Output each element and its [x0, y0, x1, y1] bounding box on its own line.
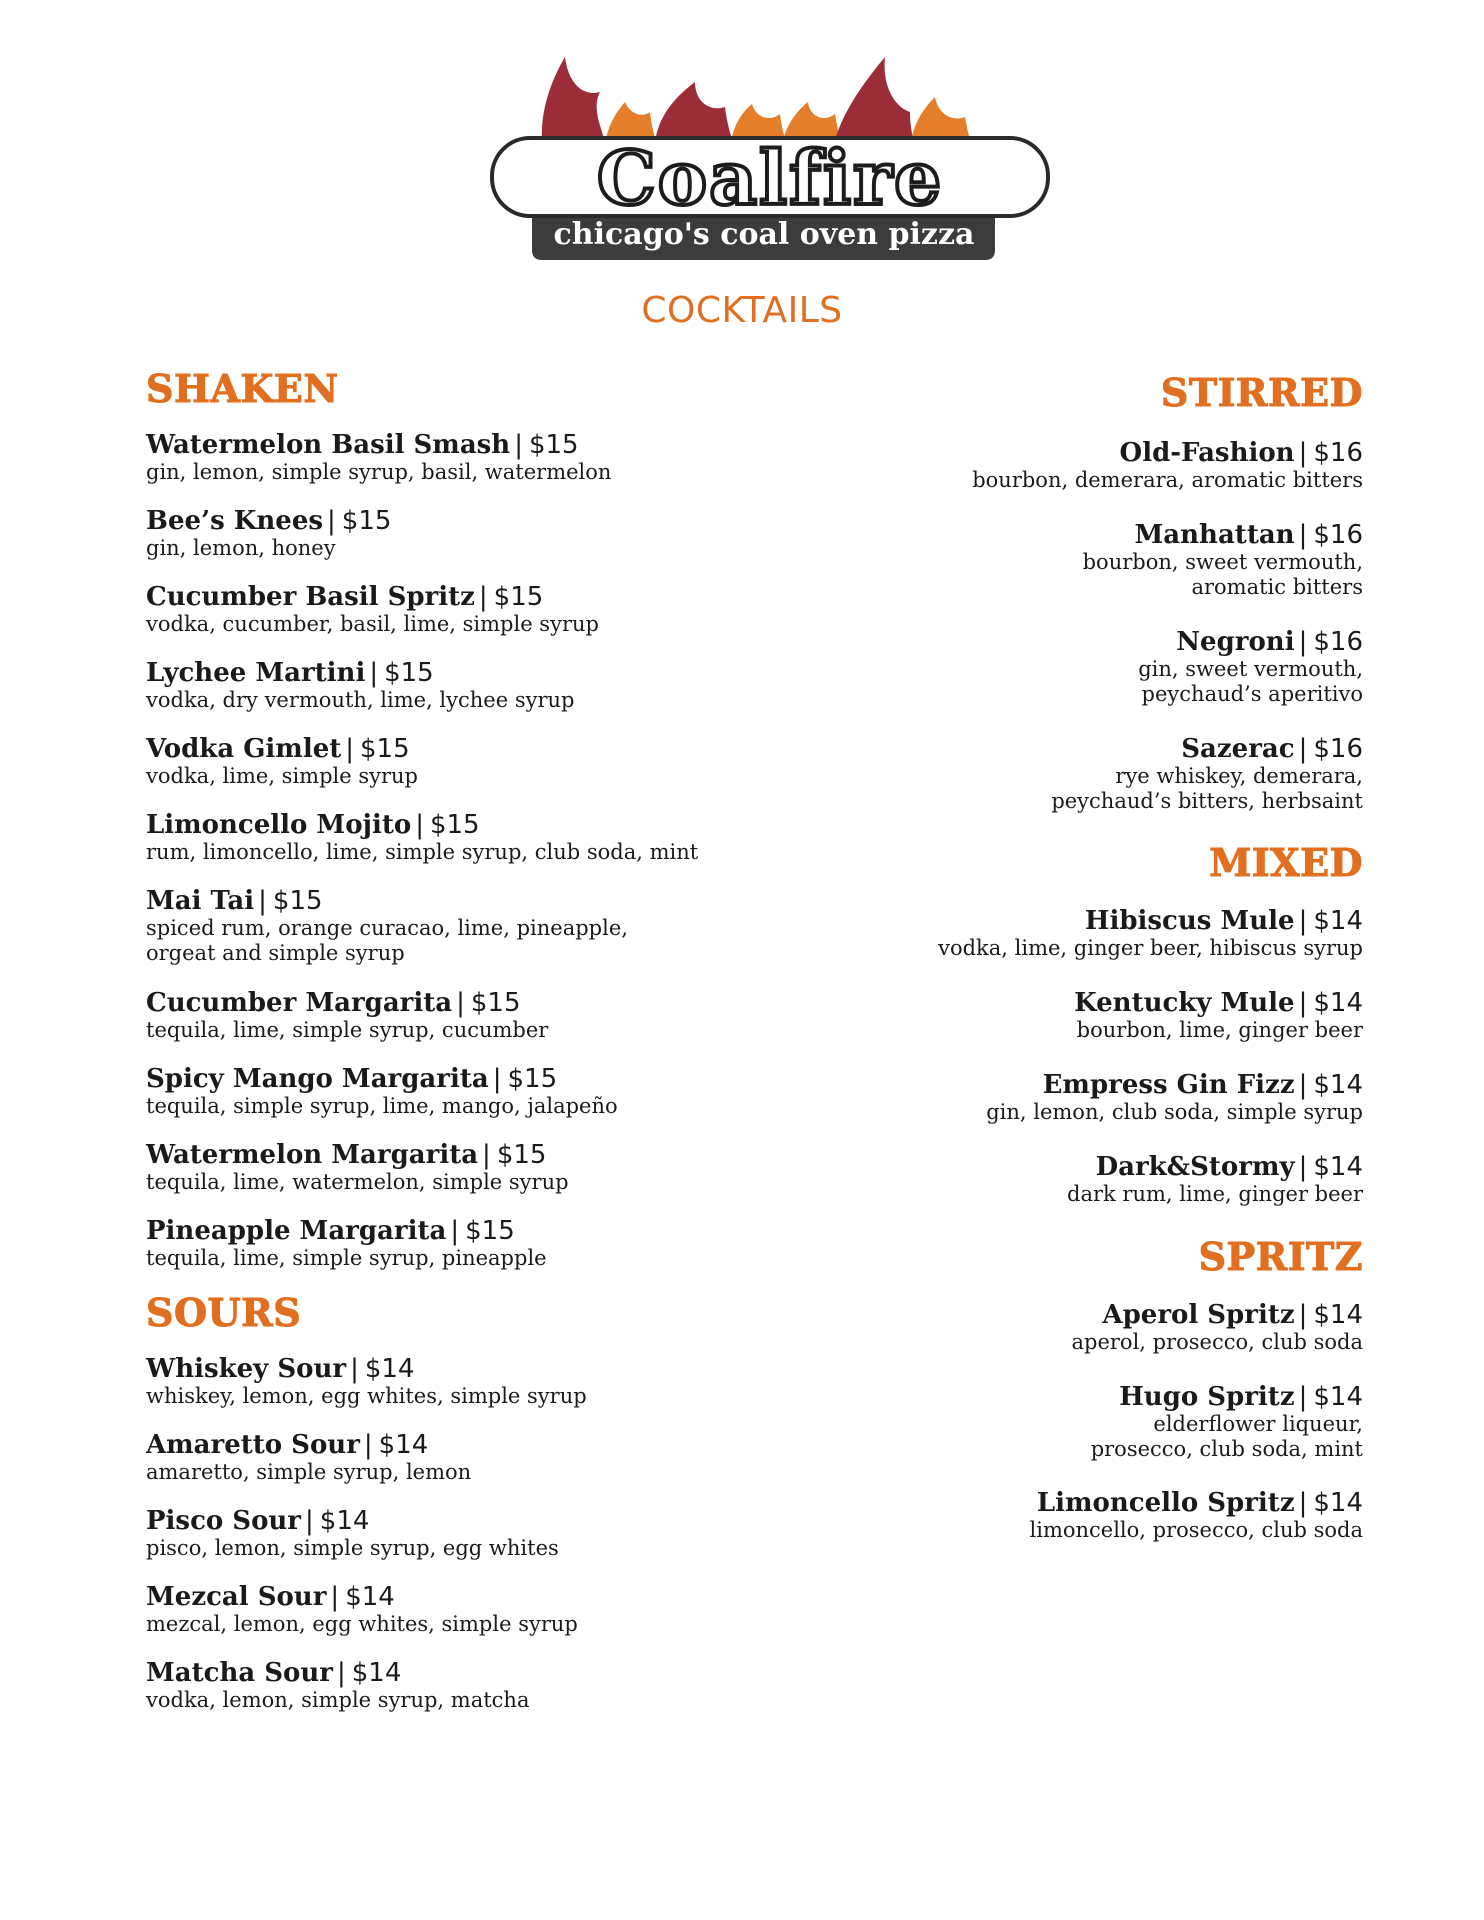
item-separator: |	[1298, 1300, 1308, 1330]
item-description: rye whiskey, demerara, peychaud’s bitters, herbsaint	[1051, 764, 1363, 813]
logo-tagline: chicago's coal oven pizza	[553, 217, 975, 252]
item-separator: |	[415, 810, 424, 840]
item-separator: |	[456, 988, 465, 1018]
item-name: Negroni	[1176, 627, 1295, 657]
item-separator: |	[1298, 520, 1308, 550]
item-description: mezcal, lemon, egg whites, simple syrup	[146, 1612, 578, 1636]
item-description: tequila, simple syrup, lime, mango, jalapeño	[146, 1094, 618, 1118]
item-separator: |	[305, 1506, 314, 1536]
item-description: gin, lemon, club soda, simple syrup	[986, 1100, 1363, 1124]
item-name: Watermelon Margarita	[146, 1140, 479, 1170]
item-price: $15	[528, 430, 579, 460]
item-name: Sazerac	[1181, 734, 1295, 764]
item-price: $14	[319, 1506, 370, 1536]
item-price: $15	[384, 658, 434, 688]
item-price: $15	[272, 886, 323, 916]
menu-item	[146, 734, 418, 789]
item-price: $14	[1313, 1382, 1363, 1412]
menu-item	[146, 1582, 578, 1637]
item-price: $15	[465, 1216, 515, 1246]
menu-item	[972, 438, 1363, 493]
item-name: Aperol Spritz	[1102, 1300, 1295, 1330]
item-description: bourbon, sweet vermouth, aromatic bitters	[1082, 550, 1363, 599]
section-heading-spritz: SPRITZ	[1198, 1234, 1363, 1279]
section-heading-sours: SOURS	[146, 1290, 302, 1335]
menu-item	[146, 506, 391, 561]
logo-wordmark: Coalfire	[596, 136, 944, 222]
item-separator: |	[369, 658, 379, 688]
item-separator: |	[363, 1430, 373, 1460]
item-description: vodka, dry vermouth, lime, lychee syrup	[146, 688, 575, 712]
item-name: Bee’s Knees	[146, 506, 324, 536]
menu-item	[146, 658, 574, 713]
item-description: tequila, lime, watermelon, simple syrup	[146, 1170, 569, 1194]
menu-item	[146, 886, 628, 966]
item-separator: |	[345, 734, 355, 764]
item-separator: |	[450, 1216, 460, 1246]
item-price: $14	[1313, 988, 1363, 1018]
item-description: dark rum, lime, ginger beer	[1067, 1182, 1363, 1206]
item-separator: |	[350, 1354, 359, 1384]
item-description: elderflower liqueur, prosecco, club soda, mint	[1090, 1412, 1363, 1461]
item-separator: |	[482, 1140, 491, 1170]
menu-item	[146, 1216, 547, 1271]
item-price: $15	[493, 582, 544, 612]
menu-item	[1051, 734, 1363, 814]
item-name: Cucumber Margarita	[146, 988, 453, 1018]
item-name: Hibiscus Mule	[1084, 906, 1295, 936]
item-name: Cucumber Basil Spritz	[146, 582, 475, 612]
item-description: gin, lemon, simple syrup, basil, watermelon	[146, 460, 612, 484]
item-price: $16	[1313, 438, 1363, 468]
menu-item	[1074, 988, 1363, 1043]
item-description: gin, lemon, honey	[146, 536, 336, 560]
item-separator: |	[1298, 438, 1308, 468]
item-description: bourbon, demerara, aromatic bitters	[972, 468, 1363, 492]
item-price: $14	[351, 1658, 402, 1688]
item-description: rum, limoncello, lime, simple syrup, club soda, mint	[146, 840, 699, 864]
item-price: $14	[364, 1354, 415, 1384]
item-name: Limoncello Mojito	[146, 810, 412, 840]
item-price: $15	[507, 1064, 558, 1094]
item-name: Spicy Mango Margarita	[146, 1064, 489, 1094]
menu-item	[146, 1140, 569, 1195]
coalfire-logo	[490, 52, 1050, 266]
item-name: Hugo Spritz	[1119, 1382, 1295, 1412]
item-separator: |	[337, 1658, 346, 1688]
item-name: Pisco Sour	[146, 1506, 302, 1536]
section-heading-stirred: STIRRED	[1160, 370, 1363, 415]
item-price: $15	[470, 988, 521, 1018]
item-separator: |	[1298, 1070, 1308, 1100]
item-name: Matcha Sour	[146, 1658, 333, 1688]
item-description: aperol, prosecco, club soda	[1071, 1330, 1363, 1354]
item-name: Mezcal Sour	[146, 1582, 327, 1612]
item-separator: |	[327, 506, 336, 536]
item-separator: |	[514, 430, 523, 460]
item-price: $14	[1313, 906, 1363, 936]
item-name: Kentucky Mule	[1074, 988, 1295, 1018]
item-price: $14	[1313, 1070, 1363, 1100]
item-price: $14	[345, 1582, 395, 1612]
menu-item	[146, 1506, 559, 1561]
menu-item	[1030, 1488, 1363, 1543]
item-description: gin, sweet vermouth, peychaud’s aperitivo	[1138, 657, 1363, 706]
item-description: whiskey, lemon, egg whites, simple syrup	[146, 1384, 587, 1408]
item-separator: |	[492, 1064, 502, 1094]
item-price: $14	[1313, 1488, 1363, 1518]
item-separator: |	[1298, 988, 1308, 1018]
item-name: Limoncello Spritz	[1036, 1488, 1295, 1518]
menu-item	[146, 988, 548, 1043]
item-separator: |	[330, 1582, 340, 1612]
item-description: bourbon, lime, ginger beer	[1076, 1018, 1363, 1042]
item-name: Lychee Martini	[146, 658, 366, 688]
menu-item	[146, 430, 611, 485]
item-name: Whiskey Sour	[146, 1354, 347, 1384]
item-description: spiced rum, orange curacao, lime, pineapple, orgeat and simple syrup	[146, 916, 628, 965]
item-name: Pineapple Margarita	[146, 1216, 447, 1246]
page-title: COCKTAILS	[641, 290, 843, 331]
item-name: Old-Fashion	[1119, 438, 1295, 468]
item-separator: |	[1298, 1488, 1308, 1518]
item-description: pisco, lemon, simple syrup, egg whites	[146, 1536, 559, 1560]
item-name: Mai Tai	[146, 886, 255, 916]
menu-item	[1072, 1300, 1364, 1355]
item-description: vodka, lemon, simple syrup, matcha	[146, 1688, 530, 1712]
item-name: Watermelon Basil Smash	[146, 430, 511, 460]
menu-item	[146, 1658, 529, 1713]
item-name: Amaretto Sour	[146, 1430, 360, 1460]
item-name: Manhattan	[1134, 520, 1295, 550]
item-description: vodka, cucumber, basil, lime, simple syrup	[146, 612, 599, 636]
section-heading-mixed: MIXED	[1209, 840, 1363, 885]
menu-item	[146, 1354, 587, 1409]
menu-item	[1138, 627, 1363, 707]
item-separator: |	[258, 886, 267, 916]
item-name: Dark&Stormy	[1095, 1152, 1295, 1182]
item-price: $14	[1313, 1152, 1363, 1182]
item-name: Vodka Gimlet	[146, 734, 342, 764]
menu-item	[1067, 1152, 1363, 1207]
item-price: $16	[1313, 520, 1363, 550]
item-price: $15	[429, 810, 480, 840]
item-price: $16	[1313, 627, 1363, 657]
menu-item	[146, 1064, 618, 1119]
item-price: $16	[1313, 734, 1363, 764]
item-separator: |	[1298, 906, 1308, 936]
item-price: $15	[496, 1140, 547, 1170]
item-description: vodka, lime, simple syrup	[146, 764, 418, 788]
menu-item	[146, 1430, 471, 1485]
item-description: limoncello, prosecco, club soda	[1029, 1518, 1363, 1542]
item-separator: |	[1298, 734, 1308, 764]
item-description: tequila, lime, simple syrup, cucumber	[146, 1018, 549, 1042]
item-description: amaretto, simple syrup, lemon	[146, 1460, 472, 1484]
item-description: vodka, lime, ginger beer, hibiscus syrup	[938, 936, 1363, 960]
item-separator: |	[478, 582, 488, 612]
menu-item	[146, 810, 698, 865]
item-description: tequila, lime, simple syrup, pineapple	[146, 1246, 547, 1270]
item-price: $15	[341, 506, 392, 536]
item-name: Empress Gin Fizz	[1042, 1070, 1295, 1100]
item-price: $14	[378, 1430, 429, 1460]
section-heading-shaken: SHAKEN	[146, 366, 339, 411]
menu-item	[1091, 1382, 1363, 1462]
menu-item	[146, 582, 599, 637]
item-price: $14	[1313, 1300, 1363, 1330]
item-separator: |	[1298, 627, 1308, 657]
menu-item	[938, 906, 1363, 961]
menu-item	[1083, 520, 1363, 600]
item-separator: |	[1298, 1152, 1308, 1182]
item-price: $15	[360, 734, 410, 764]
menu-item	[986, 1070, 1363, 1125]
item-separator: |	[1298, 1382, 1308, 1412]
